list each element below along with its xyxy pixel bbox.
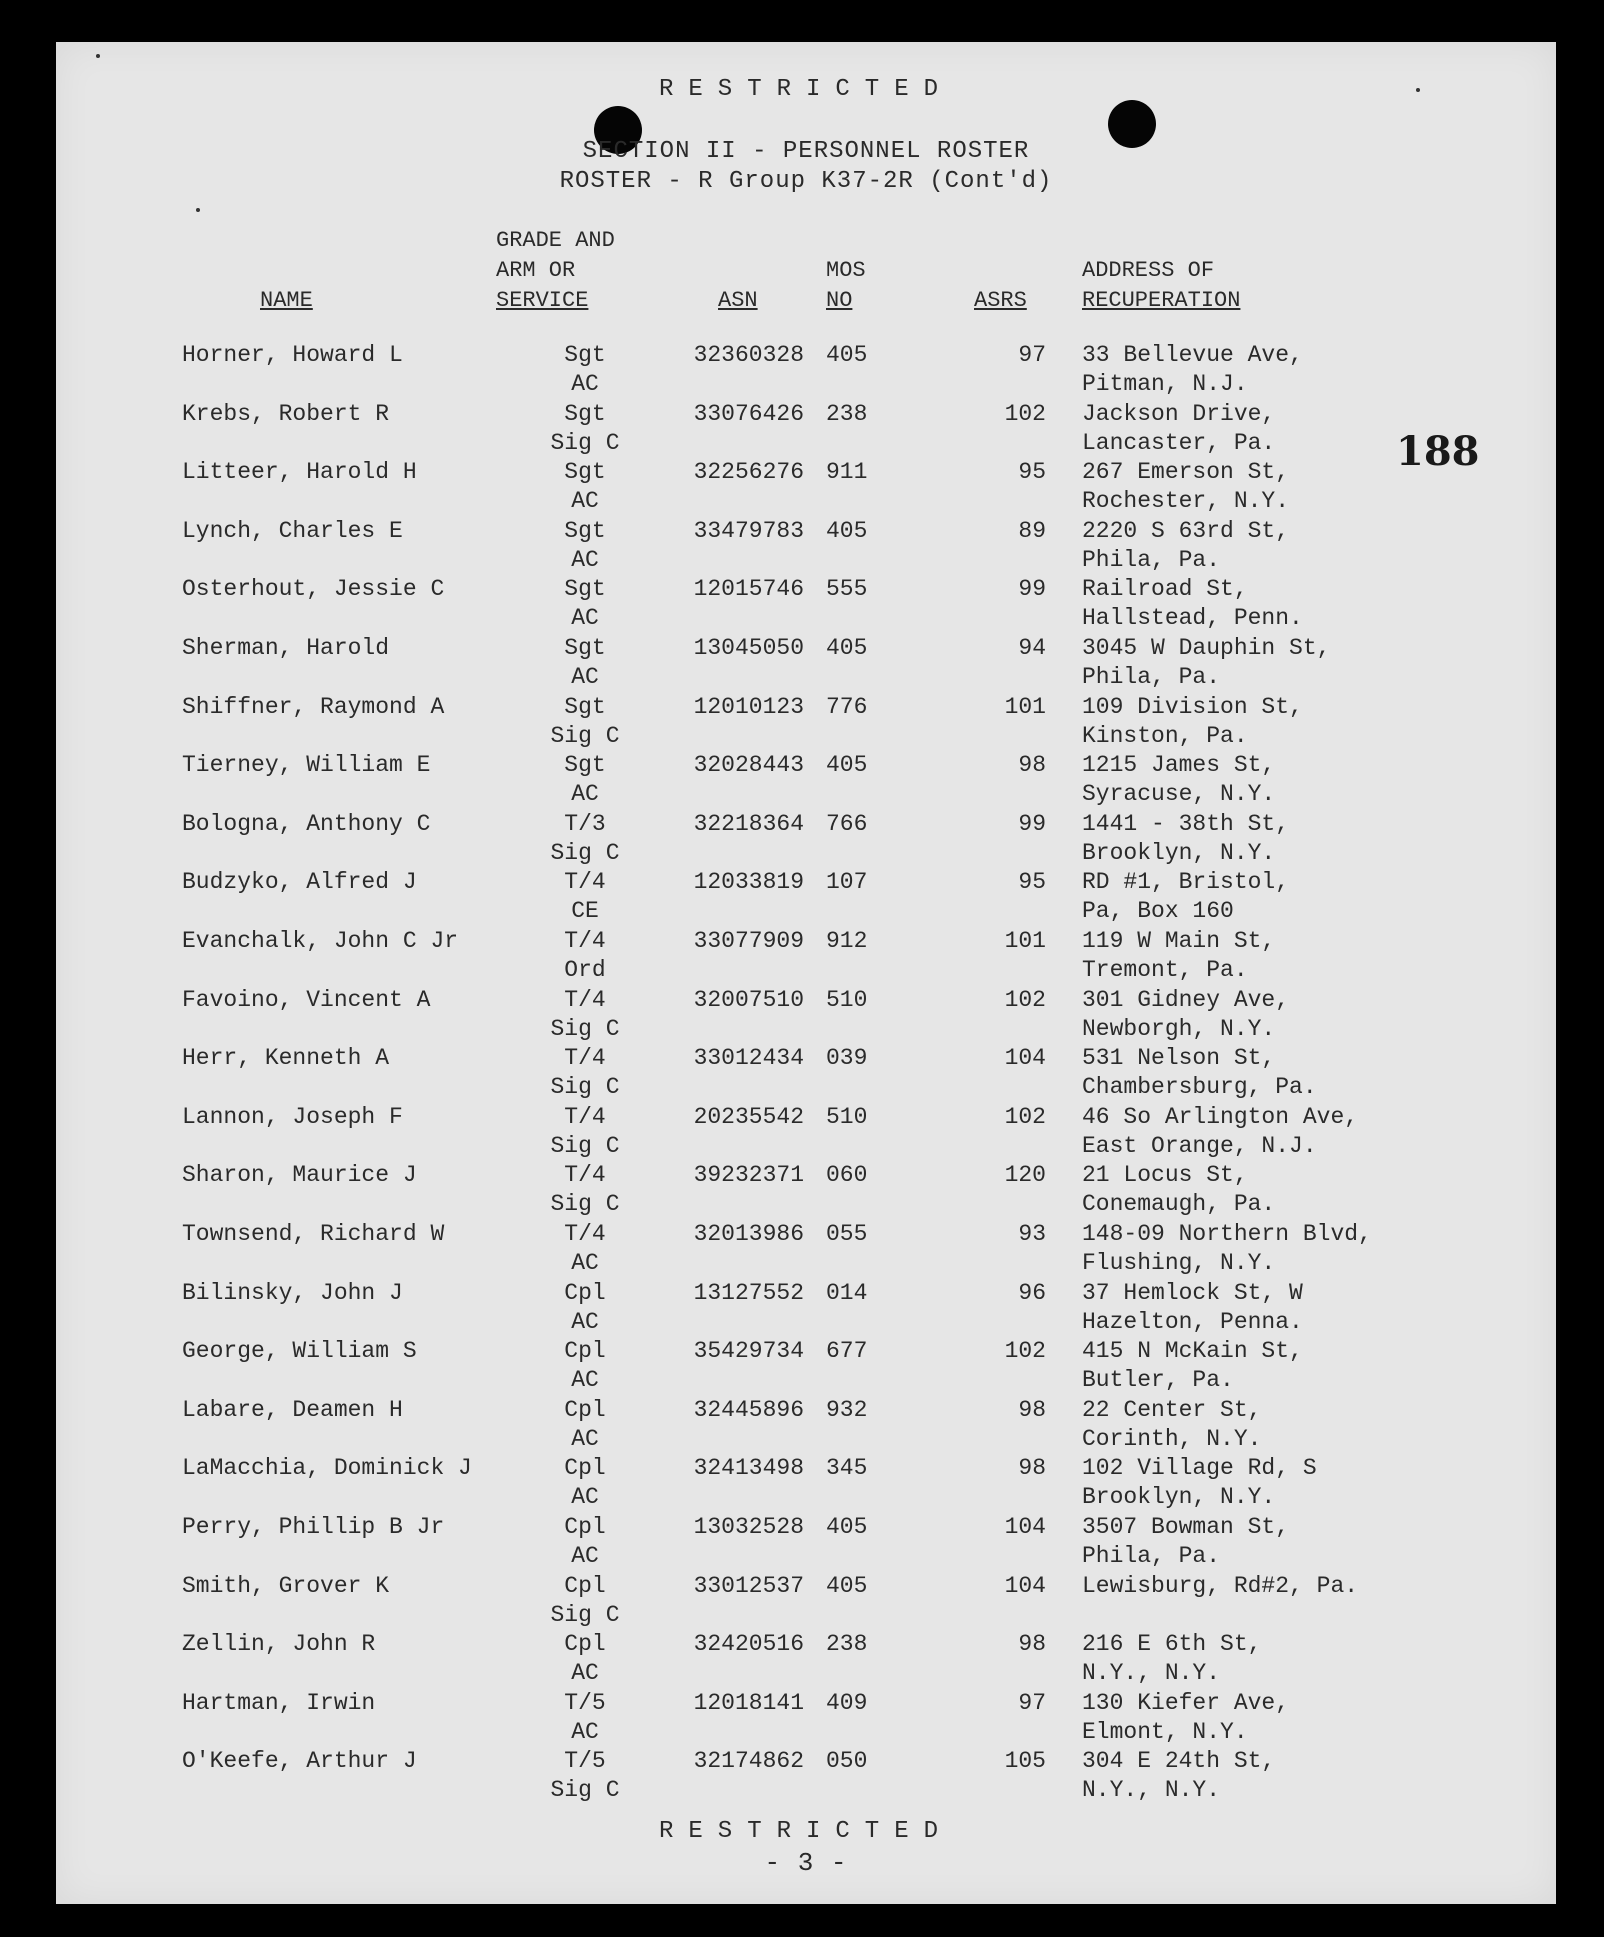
table-row xyxy=(56,1573,1556,1631)
grade: Sgt xyxy=(564,400,606,427)
address-line2: Phila, Pa. xyxy=(1082,1543,1221,1569)
grade: T/4 xyxy=(564,1162,606,1189)
table-row xyxy=(56,1338,1556,1396)
address-line2: Kinston, Pa. xyxy=(1082,722,1248,749)
asrs-score: 102 xyxy=(1004,986,1046,1013)
col-grade-line2: ARM OR xyxy=(496,258,576,283)
table-row xyxy=(56,576,1556,634)
arm-or-service: Sig C xyxy=(550,839,620,866)
asn: 12010123 xyxy=(693,693,804,720)
restricted-footer: RESTRICTED xyxy=(658,1818,954,1845)
address-line1: RD #1, Bristol, xyxy=(1082,869,1290,896)
address-line2: Rochester, N.Y. xyxy=(1082,488,1290,515)
asrs-score: 98 xyxy=(1018,1631,1046,1658)
asn: 32174862 xyxy=(693,1748,804,1775)
col-grade-line3: SERVICE xyxy=(496,288,589,313)
person-name: Lannon, Joseph F xyxy=(182,1103,403,1130)
arm-or-service: Sig C xyxy=(550,1777,620,1804)
person-name: Bologna, Anthony C xyxy=(182,810,431,837)
section-title: SECTION II - PERSONNEL ROSTER xyxy=(582,138,1030,165)
address-line2: Brooklyn, N.Y. xyxy=(1082,1484,1276,1511)
table-row xyxy=(56,1455,1556,1513)
person-name: LaMacchia, Dominick J xyxy=(182,1455,472,1482)
arm-or-service: AC xyxy=(571,546,599,573)
table-row xyxy=(56,1045,1556,1103)
person-name: Krebs, Robert R xyxy=(182,400,390,427)
address-line1: 46 So Arlington Ave, xyxy=(1082,1103,1359,1130)
mos-number: 050 xyxy=(826,1748,868,1775)
grade: Cpl xyxy=(564,1338,606,1365)
grade: Cpl xyxy=(564,1631,606,1658)
person-name: Tierney, William E xyxy=(182,752,431,779)
col-mos-line2: NO xyxy=(826,288,853,313)
arm-or-service: Sig C xyxy=(550,1015,620,1042)
col-address-line1: ADDRESS OF xyxy=(1082,258,1215,283)
person-name: Labare, Deamen H xyxy=(182,1396,403,1423)
grade: T/5 xyxy=(564,1748,606,1775)
grade: Sgt xyxy=(564,459,606,486)
grade: T/4 xyxy=(564,1045,606,1072)
arm-or-service: AC xyxy=(571,605,599,632)
arm-or-service: Ord xyxy=(564,957,606,983)
mos-number: 405 xyxy=(826,1514,868,1540)
arm-or-service: AC xyxy=(571,781,599,808)
mos-number: 555 xyxy=(826,576,868,603)
address-line2: Syracuse, N.Y. xyxy=(1082,781,1276,808)
mos-number: 510 xyxy=(826,1103,868,1130)
table-row xyxy=(56,1280,1556,1338)
person-name: Zellin, John R xyxy=(182,1631,376,1658)
mos-number: 405 xyxy=(826,752,868,779)
asn: 32218364 xyxy=(693,810,804,837)
asrs-score: 98 xyxy=(1018,1396,1046,1423)
col-address-line2: RECUPERATION xyxy=(1082,288,1241,313)
arm-or-service: AC xyxy=(571,1660,599,1687)
col-mos-line1: MOS xyxy=(826,258,866,283)
address-line1: 531 Nelson St, xyxy=(1082,1045,1276,1072)
col-name: NAME xyxy=(260,288,313,313)
asrs-score: 93 xyxy=(1018,1221,1046,1247)
person-name: O'Keefe, Arthur J xyxy=(182,1748,417,1775)
address-line1: 1441 - 38th St, xyxy=(1082,810,1290,837)
address-line2: Brooklyn, N.Y. xyxy=(1082,839,1276,866)
page-number: - 3 - xyxy=(764,1848,848,1878)
arm-or-service: AC xyxy=(571,1718,599,1745)
person-name: Sherman, Harold xyxy=(182,635,390,661)
table-row xyxy=(56,752,1556,810)
table-row xyxy=(56,1631,1556,1689)
grade: T/4 xyxy=(564,1103,606,1130)
mos-number: 405 xyxy=(826,517,868,544)
asrs-score: 104 xyxy=(1004,1514,1046,1540)
address-line2: Conemaugh, Pa. xyxy=(1082,1191,1276,1218)
grade: Sgt xyxy=(564,342,606,368)
mos-number: 510 xyxy=(826,986,868,1013)
person-name: Shiffner, Raymond A xyxy=(182,693,445,720)
asrs-score: 105 xyxy=(1004,1748,1046,1775)
grade: T/4 xyxy=(564,869,606,896)
address-line2: Elmont, N.Y. xyxy=(1082,1718,1248,1745)
grade: Sgt xyxy=(564,576,606,603)
asrs-score: 95 xyxy=(1018,869,1046,896)
address-line1: Railroad St, xyxy=(1082,576,1248,603)
address-line2: Phila, Pa. xyxy=(1082,664,1221,690)
address-line2: Hallstead, Penn. xyxy=(1082,605,1303,632)
table-row xyxy=(56,635,1556,693)
mos-number: 107 xyxy=(826,869,868,896)
asrs-score: 99 xyxy=(1018,576,1046,603)
address-line1: 304 E 24th St, xyxy=(1082,1748,1276,1775)
address-line2: Hazelton, Penna. xyxy=(1082,1308,1303,1335)
asrs-score: 104 xyxy=(1004,1045,1046,1072)
grade: T/4 xyxy=(564,928,606,954)
arm-or-service: Sig C xyxy=(550,1132,620,1159)
address-line1: 301 Gidney Ave, xyxy=(1082,986,1290,1013)
asn: 32445896 xyxy=(693,1396,804,1423)
grade: Sgt xyxy=(564,752,606,779)
address-line1: 119 W Main St, xyxy=(1082,928,1276,954)
address-line2: Newborgh, N.Y. xyxy=(1082,1015,1276,1042)
asrs-score: 102 xyxy=(1004,1103,1046,1130)
grade: Sgt xyxy=(564,517,606,544)
mos-number: 911 xyxy=(826,459,868,486)
person-name: Budzyko, Alfred J xyxy=(182,869,417,896)
mos-number: 238 xyxy=(826,400,868,427)
mos-number: 677 xyxy=(826,1338,868,1365)
person-name: Townsend, Richard W xyxy=(182,1221,445,1247)
asrs-score: 99 xyxy=(1018,810,1046,837)
table-row xyxy=(56,1690,1556,1748)
mos-number: 039 xyxy=(826,1045,868,1072)
mos-number: 238 xyxy=(826,1631,868,1658)
mos-number: 766 xyxy=(826,810,868,837)
person-name: Evanchalk, John C Jr xyxy=(182,928,459,954)
address-line1: 148-09 Northern Blvd, xyxy=(1082,1221,1372,1247)
asn: 32256276 xyxy=(693,459,804,486)
asrs-score: 94 xyxy=(1018,635,1046,661)
asrs-score: 98 xyxy=(1018,1455,1046,1482)
arm-or-service: Sig C xyxy=(550,1601,620,1628)
address-line1: 102 Village Rd, S xyxy=(1082,1455,1317,1482)
table-row xyxy=(56,1514,1556,1572)
person-name: Sharon, Maurice J xyxy=(182,1162,417,1189)
arm-or-service: Sig C xyxy=(550,429,620,456)
col-grade-line1: GRADE AND xyxy=(496,228,615,253)
person-name: Bilinsky, John J xyxy=(182,1279,403,1306)
asn: 33076426 xyxy=(693,400,804,427)
mos-number: 405 xyxy=(826,1572,868,1599)
asn: 32007510 xyxy=(693,986,804,1013)
address-line1: 2220 S 63rd St, xyxy=(1082,517,1290,544)
mos-number: 055 xyxy=(826,1221,868,1247)
grade: Sgt xyxy=(564,693,606,720)
address-line1: 3507 Bowman St, xyxy=(1082,1514,1290,1540)
asn: 20235542 xyxy=(693,1103,804,1130)
table-row xyxy=(56,928,1556,986)
address-line1: 21 Locus St, xyxy=(1082,1162,1248,1189)
address-line2: Lancaster, Pa. xyxy=(1082,429,1276,456)
mos-number: 060 xyxy=(826,1162,868,1189)
restricted-header: RESTRICTED xyxy=(658,76,954,103)
mos-number: 405 xyxy=(826,635,868,661)
document-page xyxy=(56,42,1556,1904)
table-row xyxy=(56,694,1556,752)
arm-or-service: AC xyxy=(571,1367,599,1394)
asn: 33479783 xyxy=(693,517,804,544)
table-row xyxy=(56,518,1556,576)
address-line2: Corinth, N.Y. xyxy=(1082,1425,1262,1452)
roster-title: ROSTER - R Group K37-2R (Cont'd) xyxy=(559,168,1053,195)
address-line1: 33 Bellevue Ave, xyxy=(1082,342,1303,368)
arm-or-service: AC xyxy=(571,1308,599,1335)
grade: Cpl xyxy=(564,1279,606,1306)
person-name: George, William S xyxy=(182,1338,417,1365)
grade: Cpl xyxy=(564,1572,606,1599)
person-name: Osterhout, Jessie C xyxy=(182,576,445,603)
asn: 33012434 xyxy=(693,1045,804,1072)
asn: 12018141 xyxy=(693,1689,804,1716)
table-row xyxy=(56,1221,1556,1279)
grade: T/4 xyxy=(564,986,606,1013)
address-line2: Pa, Box 160 xyxy=(1082,898,1234,925)
asn: 32360328 xyxy=(693,342,804,368)
table-row xyxy=(56,459,1556,517)
address-line2: East Orange, N.J. xyxy=(1082,1132,1317,1159)
asrs-score: 95 xyxy=(1018,459,1046,486)
asrs-score: 102 xyxy=(1004,400,1046,427)
mos-number: 776 xyxy=(826,693,868,720)
mos-number: 405 xyxy=(826,342,868,368)
grade: T/5 xyxy=(564,1689,606,1716)
asrs-score: 98 xyxy=(1018,752,1046,779)
mos-number: 409 xyxy=(826,1689,868,1716)
address-line1: 216 E 6th St, xyxy=(1082,1631,1262,1658)
asn: 32413498 xyxy=(693,1455,804,1482)
address-line2: N.Y., N.Y. xyxy=(1082,1777,1221,1804)
address-line1: Jackson Drive, xyxy=(1082,400,1276,427)
asn: 13127552 xyxy=(693,1279,804,1306)
col-asrs: ASRS xyxy=(974,288,1027,313)
arm-or-service: AC xyxy=(571,488,599,515)
asn: 32420516 xyxy=(693,1631,804,1658)
table-row xyxy=(56,987,1556,1045)
address-line2: Pitman, N.J. xyxy=(1082,371,1248,397)
asn: 12033819 xyxy=(693,869,804,896)
mos-number: 912 xyxy=(826,928,868,954)
person-name: Smith, Grover K xyxy=(182,1572,390,1599)
asn: 39232371 xyxy=(693,1162,804,1189)
speck xyxy=(196,208,200,212)
person-name: Perry, Phillip B Jr xyxy=(182,1514,445,1540)
address-line2: Tremont, Pa. xyxy=(1082,957,1248,983)
asrs-score: 104 xyxy=(1004,1572,1046,1599)
address-line2: Phila, Pa. xyxy=(1082,546,1221,573)
table-row xyxy=(56,342,1556,400)
arm-or-service: Sig C xyxy=(550,1074,620,1101)
arm-or-service: AC xyxy=(571,1425,599,1452)
page-stamp: 188 xyxy=(1396,428,1480,475)
address-line2: Flushing, N.Y. xyxy=(1082,1250,1276,1276)
grade: Cpl xyxy=(564,1396,606,1423)
asrs-score: 101 xyxy=(1004,693,1046,720)
address-line2: N.Y., N.Y. xyxy=(1082,1660,1221,1687)
asrs-score: 97 xyxy=(1018,1689,1046,1716)
arm-or-service: CE xyxy=(571,898,599,925)
grade: Cpl xyxy=(564,1514,606,1540)
address-line1: 267 Emerson St, xyxy=(1082,459,1290,486)
asn: 13045050 xyxy=(693,635,804,661)
arm-or-service: Sig C xyxy=(550,722,620,749)
person-name: Hartman, Irwin xyxy=(182,1689,376,1716)
person-name: Favoino, Vincent A xyxy=(182,986,431,1013)
arm-or-service: AC xyxy=(571,371,599,397)
asn: 32028443 xyxy=(693,752,804,779)
address-line2: Butler, Pa. xyxy=(1082,1367,1234,1394)
address-line1: 1215 James St, xyxy=(1082,752,1276,779)
mos-number: 014 xyxy=(826,1279,868,1306)
arm-or-service: AC xyxy=(571,1484,599,1511)
asrs-score: 102 xyxy=(1004,1338,1046,1365)
table-row xyxy=(56,869,1556,927)
address-line1: 22 Center St, xyxy=(1082,1396,1262,1423)
asrs-score: 96 xyxy=(1018,1279,1046,1306)
person-name: Herr, Kenneth A xyxy=(182,1045,390,1072)
speck xyxy=(96,54,100,58)
address-line1: 3045 W Dauphin St, xyxy=(1082,635,1331,661)
grade: T/4 xyxy=(564,1221,606,1247)
mos-number: 345 xyxy=(826,1455,868,1482)
person-name: Litteer, Harold H xyxy=(182,459,417,486)
asn: 12015746 xyxy=(693,576,804,603)
asn: 33012537 xyxy=(693,1572,804,1599)
table-row xyxy=(56,1162,1556,1220)
address-line1: 130 Kiefer Ave, xyxy=(1082,1689,1290,1716)
asn: 35429734 xyxy=(693,1338,804,1365)
grade: T/3 xyxy=(564,810,606,837)
arm-or-service: AC xyxy=(571,1250,599,1276)
asrs-score: 120 xyxy=(1004,1162,1046,1189)
arm-or-service: AC xyxy=(571,1543,599,1569)
person-name: Lynch, Charles E xyxy=(182,517,403,544)
asn: 33077909 xyxy=(693,928,804,954)
asn: 32013986 xyxy=(693,1221,804,1247)
asrs-score: 89 xyxy=(1018,517,1046,544)
grade: Sgt xyxy=(564,635,606,661)
table-row xyxy=(56,1397,1556,1455)
table-row xyxy=(56,1104,1556,1162)
mos-number: 932 xyxy=(826,1396,868,1423)
table-row xyxy=(56,401,1556,459)
address-line2: Chambersburg, Pa. xyxy=(1082,1074,1317,1101)
address-line1: 109 Division St, xyxy=(1082,693,1303,720)
col-asn: ASN xyxy=(718,288,758,313)
arm-or-service: Sig C xyxy=(550,1191,620,1218)
grade: Cpl xyxy=(564,1455,606,1482)
arm-or-service: AC xyxy=(571,664,599,690)
address-line1: 37 Hemlock St, W xyxy=(1082,1279,1303,1306)
table-row xyxy=(56,1748,1556,1806)
asrs-score: 101 xyxy=(1004,928,1046,954)
address-line1: 415 N McKain St, xyxy=(1082,1338,1303,1365)
person-name: Horner, Howard L xyxy=(182,342,403,368)
address-line1: Lewisburg, Rd#2, Pa. xyxy=(1082,1572,1359,1599)
table-row xyxy=(56,811,1556,869)
asrs-score: 97 xyxy=(1018,342,1046,368)
asn: 13032528 xyxy=(693,1514,804,1540)
